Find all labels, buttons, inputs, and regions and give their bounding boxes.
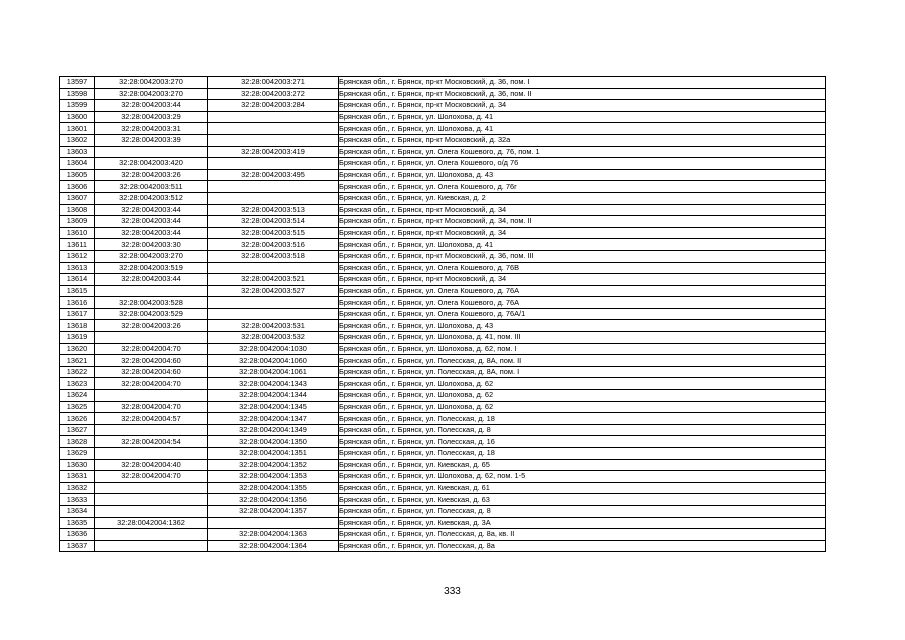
table-row — [60, 158, 826, 170]
address-cell: Брянская обл., г. Брянск, пр-кт Московский, д. 36, пом. III — [339, 250, 826, 262]
address-cell: Брянская обл., г. Брянск, ул. Шолохова, д. 41 — [339, 239, 826, 251]
row-number-cell: 13614 — [60, 274, 95, 286]
parcel-number-cell: 32:28:0042003:529 — [95, 308, 208, 320]
row-number-cell: 13620 — [60, 343, 95, 355]
address-cell: Брянская обл., г. Брянск, ул. Полесская, д. 18 — [339, 413, 826, 425]
table-row — [60, 540, 826, 552]
table-row — [60, 517, 826, 529]
table-row — [60, 378, 826, 390]
table-row — [60, 146, 826, 158]
table-row — [60, 308, 826, 320]
parcel-number-cell — [95, 529, 208, 541]
row-number-cell: 13622 — [60, 366, 95, 378]
object-number-cell: 32:28:0042004:1030 — [208, 343, 339, 355]
object-number-cell: 32:28:0042004:1352 — [208, 459, 339, 471]
address-cell: Брянская обл., г. Брянск, пр-кт Московский, д. 34, пом. II — [339, 216, 826, 228]
table-row — [60, 355, 826, 367]
row-number-cell: 13612 — [60, 250, 95, 262]
table-row — [60, 169, 826, 181]
row-number-cell: 13619 — [60, 332, 95, 344]
table-row — [60, 390, 826, 402]
object-number-cell: 32:28:0042003:532 — [208, 332, 339, 344]
object-number-cell: 32:28:0042004:1060 — [208, 355, 339, 367]
address-cell: Брянская обл., г. Брянск, ул. Киевская, д. 3А — [339, 517, 826, 529]
address-cell: Брянская обл., г. Брянск, ул. Шолохова, д. 41 — [339, 111, 826, 123]
address-cell: Брянская обл., г. Брянск, пр-кт Московский, д. 36, пом. II — [339, 88, 826, 100]
row-number-cell: 13603 — [60, 146, 95, 158]
object-number-cell: 32:28:0042004:1350 — [208, 436, 339, 448]
object-number-cell: 32:28:0042004:1351 — [208, 448, 339, 460]
parcel-number-cell: 32:28:0042003:270 — [95, 250, 208, 262]
table-row — [60, 111, 826, 123]
row-number-cell: 13633 — [60, 494, 95, 506]
object-number-cell: 32:28:0042004:1357 — [208, 505, 339, 517]
table-row — [60, 262, 826, 274]
table-row — [60, 123, 826, 135]
parcel-number-cell: 32:28:0042004:70 — [95, 401, 208, 413]
parcel-number-cell: 32:28:0042003:519 — [95, 262, 208, 274]
table-row — [60, 332, 826, 344]
row-number-cell: 13624 — [60, 390, 95, 402]
parcel-number-cell: 32:28:0042003:26 — [95, 169, 208, 181]
parcel-number-cell: 32:28:0042003:39 — [95, 134, 208, 146]
object-number-cell: 32:28:0042003:516 — [208, 239, 339, 251]
address-cell: Брянская обл., г. Брянск, пр-кт Московский, д. 34 — [339, 227, 826, 239]
row-number-cell: 13627 — [60, 424, 95, 436]
object-number-cell: 32:28:0042003:515 — [208, 227, 339, 239]
row-number-cell: 13616 — [60, 297, 95, 309]
object-number-cell — [208, 158, 339, 170]
address-cell: Брянская обл., г. Брянск, ул. Олега Кошевого, д. 76В — [339, 262, 826, 274]
address-cell: Брянская обл., г. Брянск, ул. Полесская, д. 8а, кв. II — [339, 529, 826, 541]
parcel-number-cell: 32:28:0042003:44 — [95, 227, 208, 239]
row-number-cell: 13613 — [60, 262, 95, 274]
row-number-cell: 13597 — [60, 77, 95, 89]
parcel-number-cell: 32:28:0042004:70 — [95, 378, 208, 390]
object-number-cell: 32:28:0042004:1344 — [208, 390, 339, 402]
row-number-cell: 13637 — [60, 540, 95, 552]
address-cell: Брянская обл., г. Брянск, ул. Полесская, д. 16 — [339, 436, 826, 448]
row-number-cell: 13606 — [60, 181, 95, 193]
address-cell: Брянская обл., г. Брянск, пр-кт Московский, д. 34 — [339, 100, 826, 112]
address-cell: Брянская обл., г. Брянск, ул. Шолохова, д. 62, пом. 1-5 — [339, 471, 826, 483]
address-cell: Брянская обл., г. Брянск, пр-кт Московский, д. 36, пом. I — [339, 77, 826, 89]
table-row — [60, 424, 826, 436]
object-number-cell: 32:28:0042003:419 — [208, 146, 339, 158]
table-row — [60, 436, 826, 448]
table-row — [60, 401, 826, 413]
address-cell: Брянская обл., г. Брянск, пр-кт Московский, д. 32а — [339, 134, 826, 146]
row-number-cell: 13632 — [60, 482, 95, 494]
table-row — [60, 274, 826, 286]
row-number-cell: 13621 — [60, 355, 95, 367]
page-number: 333 — [444, 586, 461, 597]
table-row — [60, 192, 826, 204]
row-number-cell: 13607 — [60, 192, 95, 204]
parcel-number-cell: 32:28:0042004:60 — [95, 366, 208, 378]
table-row — [60, 134, 826, 146]
row-number-cell: 13599 — [60, 100, 95, 112]
parcel-number-cell — [95, 482, 208, 494]
address-cell: Брянская обл., г. Брянск, ул. Олега Кошевого, д. 76А/1 — [339, 308, 826, 320]
table-row — [60, 505, 826, 517]
object-number-cell: 32:28:0042004:1353 — [208, 471, 339, 483]
object-number-cell: 32:28:0042003:531 — [208, 320, 339, 332]
address-cell: Брянская обл., г. Брянск, ул. Олега Кошевого, д. 76г — [339, 181, 826, 193]
object-number-cell: 32:28:0042003:518 — [208, 250, 339, 262]
object-number-cell — [208, 111, 339, 123]
address-cell: Брянская обл., г. Брянск, пр-кт Московский, д. 34 — [339, 204, 826, 216]
row-number-cell: 13602 — [60, 134, 95, 146]
address-cell: Брянская обл., г. Брянск, ул. Шолохова, д. 62 — [339, 378, 826, 390]
object-number-cell: 32:28:0042003:514 — [208, 216, 339, 228]
address-cell: Брянская обл., г. Брянск, ул. Шолохова, д. 43 — [339, 169, 826, 181]
address-cell: Брянская обл., г. Брянск, ул. Шолохова, д. 62, пом. I — [339, 343, 826, 355]
parcel-number-cell: 32:28:0042003:44 — [95, 100, 208, 112]
address-cell: Брянская обл., г. Брянск, ул. Олега Кошевого, о/д 76 — [339, 158, 826, 170]
table-row — [60, 297, 826, 309]
parcel-number-cell — [95, 332, 208, 344]
object-number-cell: 32:28:0042004:1349 — [208, 424, 339, 436]
parcel-number-cell — [95, 505, 208, 517]
object-number-cell: 32:28:0042003:284 — [208, 100, 339, 112]
row-number-cell: 13615 — [60, 285, 95, 297]
parcel-number-cell: 32:28:0042003:30 — [95, 239, 208, 251]
address-cell: Брянская обл., г. Брянск, ул. Олега Кошевого, д. 76А — [339, 297, 826, 309]
parcel-number-cell: 32:28:0042003:44 — [95, 274, 208, 286]
address-cell: Брянская обл., г. Брянск, пр-кт Московский, д. 34 — [339, 274, 826, 286]
address-cell: Брянская обл., г. Брянск, ул. Полесская, д. 8 — [339, 505, 826, 517]
row-number-cell: 13635 — [60, 517, 95, 529]
registry-table-body — [60, 77, 826, 552]
parcel-number-cell: 32:28:0042003:44 — [95, 216, 208, 228]
object-number-cell — [208, 297, 339, 309]
object-number-cell: 32:28:0042004:1363 — [208, 529, 339, 541]
address-cell: Брянская обл., г. Брянск, ул. Киевская, д. 63 — [339, 494, 826, 506]
address-cell: Брянская обл., г. Брянск, ул. Шолохова, д. 62 — [339, 390, 826, 402]
table-row — [60, 285, 826, 297]
object-number-cell: 32:28:0042004:1347 — [208, 413, 339, 425]
address-cell: Брянская обл., г. Брянск, ул. Полесская, д. 8 — [339, 424, 826, 436]
row-number-cell: 13611 — [60, 239, 95, 251]
row-number-cell: 13610 — [60, 227, 95, 239]
parcel-number-cell: 32:28:0042003:26 — [95, 320, 208, 332]
table-row — [60, 366, 826, 378]
table-row — [60, 459, 826, 471]
parcel-number-cell: 32:28:0042004:70 — [95, 471, 208, 483]
object-number-cell: 32:28:0042003:271 — [208, 77, 339, 89]
object-number-cell: 32:28:0042004:1364 — [208, 540, 339, 552]
address-cell: Брянская обл., г. Брянск, ул. Шолохова, д. 43 — [339, 320, 826, 332]
parcel-number-cell: 32:28:0042003:270 — [95, 88, 208, 100]
address-cell: Брянская обл., г. Брянск, ул. Олега Кошевого, д. 76, пом. 1 — [339, 146, 826, 158]
row-number-cell: 13604 — [60, 158, 95, 170]
table-row — [60, 216, 826, 228]
parcel-number-cell — [95, 424, 208, 436]
object-number-cell: 32:28:0042004:1345 — [208, 401, 339, 413]
address-cell: Брянская обл., г. Брянск, ул. Полесская, д. 8А, пом. II — [339, 355, 826, 367]
table-row — [60, 343, 826, 355]
table-row — [60, 100, 826, 112]
object-number-cell: 32:28:0042004:1343 — [208, 378, 339, 390]
address-cell: Брянская обл., г. Брянск, ул. Шолохова, д. 41, пом. III — [339, 332, 826, 344]
parcel-number-cell: 32:28:0042004:57 — [95, 413, 208, 425]
parcel-number-cell: 32:28:0042004:60 — [95, 355, 208, 367]
document-page — [59, 76, 825, 552]
row-number-cell: 13598 — [60, 88, 95, 100]
object-number-cell: 32:28:0042003:521 — [208, 274, 339, 286]
address-cell: Брянская обл., г. Брянск, ул. Киевская, д. 65 — [339, 459, 826, 471]
row-number-cell: 13618 — [60, 320, 95, 332]
object-number-cell — [208, 192, 339, 204]
parcel-number-cell — [95, 494, 208, 506]
address-cell: Брянская обл., г. Брянск, ул. Шолохова, д. 41 — [339, 123, 826, 135]
table-row — [60, 471, 826, 483]
parcel-number-cell: 32:28:0042004:40 — [95, 459, 208, 471]
parcel-number-cell — [95, 390, 208, 402]
address-cell: Брянская обл., г. Брянск, ул. Полесская, д. 8А, пом. I — [339, 366, 826, 378]
address-cell: Брянская обл., г. Брянск, ул. Шолохова, д. 62 — [339, 401, 826, 413]
parcel-number-cell — [95, 448, 208, 460]
row-number-cell: 13634 — [60, 505, 95, 517]
cadastral-registry-table — [59, 76, 826, 552]
object-number-cell: 32:28:0042004:1356 — [208, 494, 339, 506]
parcel-number-cell: 32:28:0042003:512 — [95, 192, 208, 204]
row-number-cell: 13631 — [60, 471, 95, 483]
parcel-number-cell: 32:28:0042003:44 — [95, 204, 208, 216]
row-number-cell: 13629 — [60, 448, 95, 460]
object-number-cell: 32:28:0042003:527 — [208, 285, 339, 297]
object-number-cell: 32:28:0042003:513 — [208, 204, 339, 216]
table-row — [60, 494, 826, 506]
table-row — [60, 413, 826, 425]
address-cell: Брянская обл., г. Брянск, ул. Полесская, д. 18 — [339, 448, 826, 460]
address-cell: Брянская обл., г. Брянск, ул. Киевская, д. 2 — [339, 192, 826, 204]
parcel-number-cell: 32:28:0042003:528 — [95, 297, 208, 309]
address-cell: Брянская обл., г. Брянск, ул. Киевская, д. 61 — [339, 482, 826, 494]
row-number-cell: 13609 — [60, 216, 95, 228]
table-row — [60, 77, 826, 89]
table-row — [60, 227, 826, 239]
parcel-number-cell — [95, 146, 208, 158]
parcel-number-cell: 32:28:0042003:270 — [95, 77, 208, 89]
object-number-cell — [208, 181, 339, 193]
row-number-cell: 13625 — [60, 401, 95, 413]
parcel-number-cell: 32:28:0042004:70 — [95, 343, 208, 355]
table-row — [60, 448, 826, 460]
table-row — [60, 529, 826, 541]
row-number-cell: 13628 — [60, 436, 95, 448]
row-number-cell: 13608 — [60, 204, 95, 216]
row-number-cell: 13605 — [60, 169, 95, 181]
parcel-number-cell — [95, 540, 208, 552]
table-row — [60, 320, 826, 332]
row-number-cell: 13623 — [60, 378, 95, 390]
object-number-cell: 32:28:0042003:272 — [208, 88, 339, 100]
parcel-number-cell: 32:28:0042004:54 — [95, 436, 208, 448]
address-cell: Брянская обл., г. Брянск, ул. Полесская, д. 8а — [339, 540, 826, 552]
address-cell: Брянская обл., г. Брянск, ул. Олега Кошевого, д. 76А — [339, 285, 826, 297]
table-row — [60, 181, 826, 193]
row-number-cell: 13617 — [60, 308, 95, 320]
object-number-cell — [208, 517, 339, 529]
table-row — [60, 482, 826, 494]
row-number-cell: 13630 — [60, 459, 95, 471]
parcel-number-cell: 32:28:0042003:29 — [95, 111, 208, 123]
parcel-number-cell — [95, 285, 208, 297]
row-number-cell: 13601 — [60, 123, 95, 135]
table-row — [60, 239, 826, 251]
object-number-cell: 32:28:0042003:495 — [208, 169, 339, 181]
table-row — [60, 250, 826, 262]
object-number-cell: 32:28:0042004:1061 — [208, 366, 339, 378]
table-row — [60, 88, 826, 100]
object-number-cell — [208, 262, 339, 274]
parcel-number-cell: 32:28:0042004:1362 — [95, 517, 208, 529]
object-number-cell — [208, 123, 339, 135]
parcel-number-cell: 32:28:0042003:420 — [95, 158, 208, 170]
row-number-cell: 13600 — [60, 111, 95, 123]
object-number-cell: 32:28:0042004:1355 — [208, 482, 339, 494]
table-row — [60, 204, 826, 216]
object-number-cell — [208, 308, 339, 320]
object-number-cell — [208, 134, 339, 146]
row-number-cell: 13626 — [60, 413, 95, 425]
parcel-number-cell: 32:28:0042003:31 — [95, 123, 208, 135]
row-number-cell: 13636 — [60, 529, 95, 541]
parcel-number-cell: 32:28:0042003:511 — [95, 181, 208, 193]
